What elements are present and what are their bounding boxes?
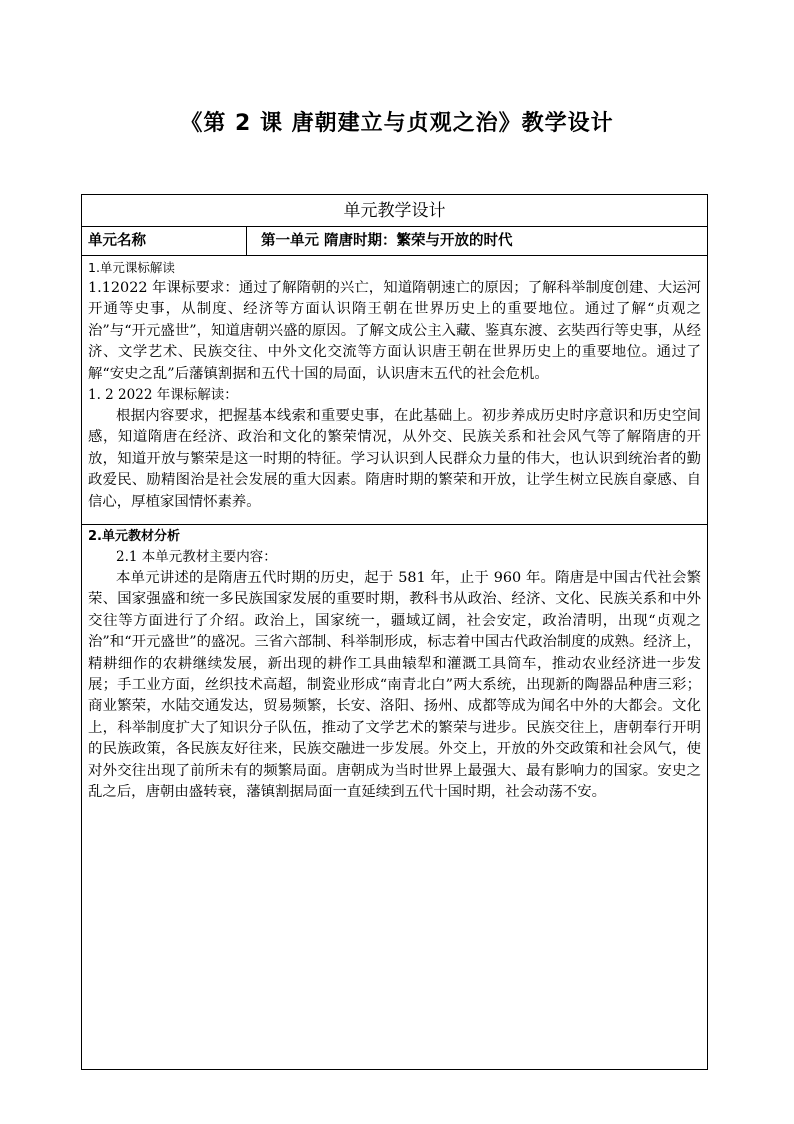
section1-paragraph-1: 1.12022 年课标要求：通过了解隋朝的兴亡，知道隋朝速亡的原因；了解科举制度创建、大运河开通等史事，从制度、经济等方面认识隋王朝在世界历史上的重要地位。通过了解“贞观之治”与“开元盛世”，知道唐朝兴盛的原因。了解文成公主入藏、鉴真东渡、玄奘西行等史事，从经济、文学艺术、民族交往、中外文化交流等方面认识唐王朝在世界历史上的重要地位。通过了解“安史之乱”后藩镇割据和五代十国的局面，认识唐末五代的社会危机。	[88, 280, 701, 382]
section2-subtitle: 2.1 本单元教材主要内容：	[116, 549, 277, 565]
unit-name-value: 第一单元 隋唐时期：繁荣与开放的时代	[261, 233, 513, 249]
unit-name-row	[82, 227, 707, 256]
section2-title: 2.单元教材分析	[88, 529, 180, 544]
section1-subtitle: 1. 2 2022 年课标解读：	[88, 387, 238, 404]
section1-paragraph-2: 根据内容要求，把握基本线索和重要史事，在此基础上。初步养成历史时序意识和历史空间感，知道隋唐在经济、政治和文化的繁荣情况，从外交、民族关系和社会风气等了解隋唐的开放，知道开放与繁荣是这一时期的特征。学习认识到人民群众力量的伟大，也认识到统治者的勤政爱民、励精图治是社会发展的重大因素。隋唐时期的繁荣和开放，让学生树立民族自豪感、自信心，厚植家国情怀素养。	[88, 408, 701, 510]
curriculum-standard-section	[82, 256, 707, 525]
table-heading: 单元教学设计	[82, 195, 707, 227]
unit-name-label: 单元名称	[82, 227, 247, 255]
section1-title: 1.单元课标解读	[88, 260, 175, 275]
unit-design-table	[81, 194, 708, 1070]
document-title: 《第 2 课 唐朝建立与贞观之治》教学设计	[180, 111, 614, 136]
textbook-analysis-section	[82, 525, 707, 1069]
section2-paragraph: 本单元讲述的是隋唐五代时期的历史，起于 581 年，止于 960 年。隋唐是中国古代社会繁荣、国家强盛和统一多民族国家发展的重要时期，教科书从政治、经济、文化、民族关系和中外交往等方面进行了介绍。政治上，国家统一，疆域辽阔，社会安定，政治清明，出现“贞观之治”和“开元盛世”的盛况。三省六部制、科举制形成，标志着中国古代政治制度的成熟。经济上，精耕细作的农耕继续发展，新出现的耕作工具曲辕犁和灌溉工具筒车，推动农业经济进一步发展；手工业方面，丝织技术高超，制瓷业形成“南青北白”两大系统，出现新的陶器品种唐三彩；商业繁荣，水陆交通发达，贸易频繁，长安、洛阳、扬州、成都等成为闻名中外的大都会。文化上，科举制度扩大了知识分子队伍，推动了文学艺术的繁荣与进步。民族交往上，唐朝奉行开明的民族政策，各民族友好往来，民族交融进一步发展。外交上，开放的外交政策和社会风气，使对外交往出现了前所未有的频繁局面。唐朝成为当时世界上最强大、最有影响力的国家。安史之乱之后，唐朝由盛转衰，藩镇割据局面一直延续到五代十国时期，社会动荡不安。	[88, 570, 701, 801]
